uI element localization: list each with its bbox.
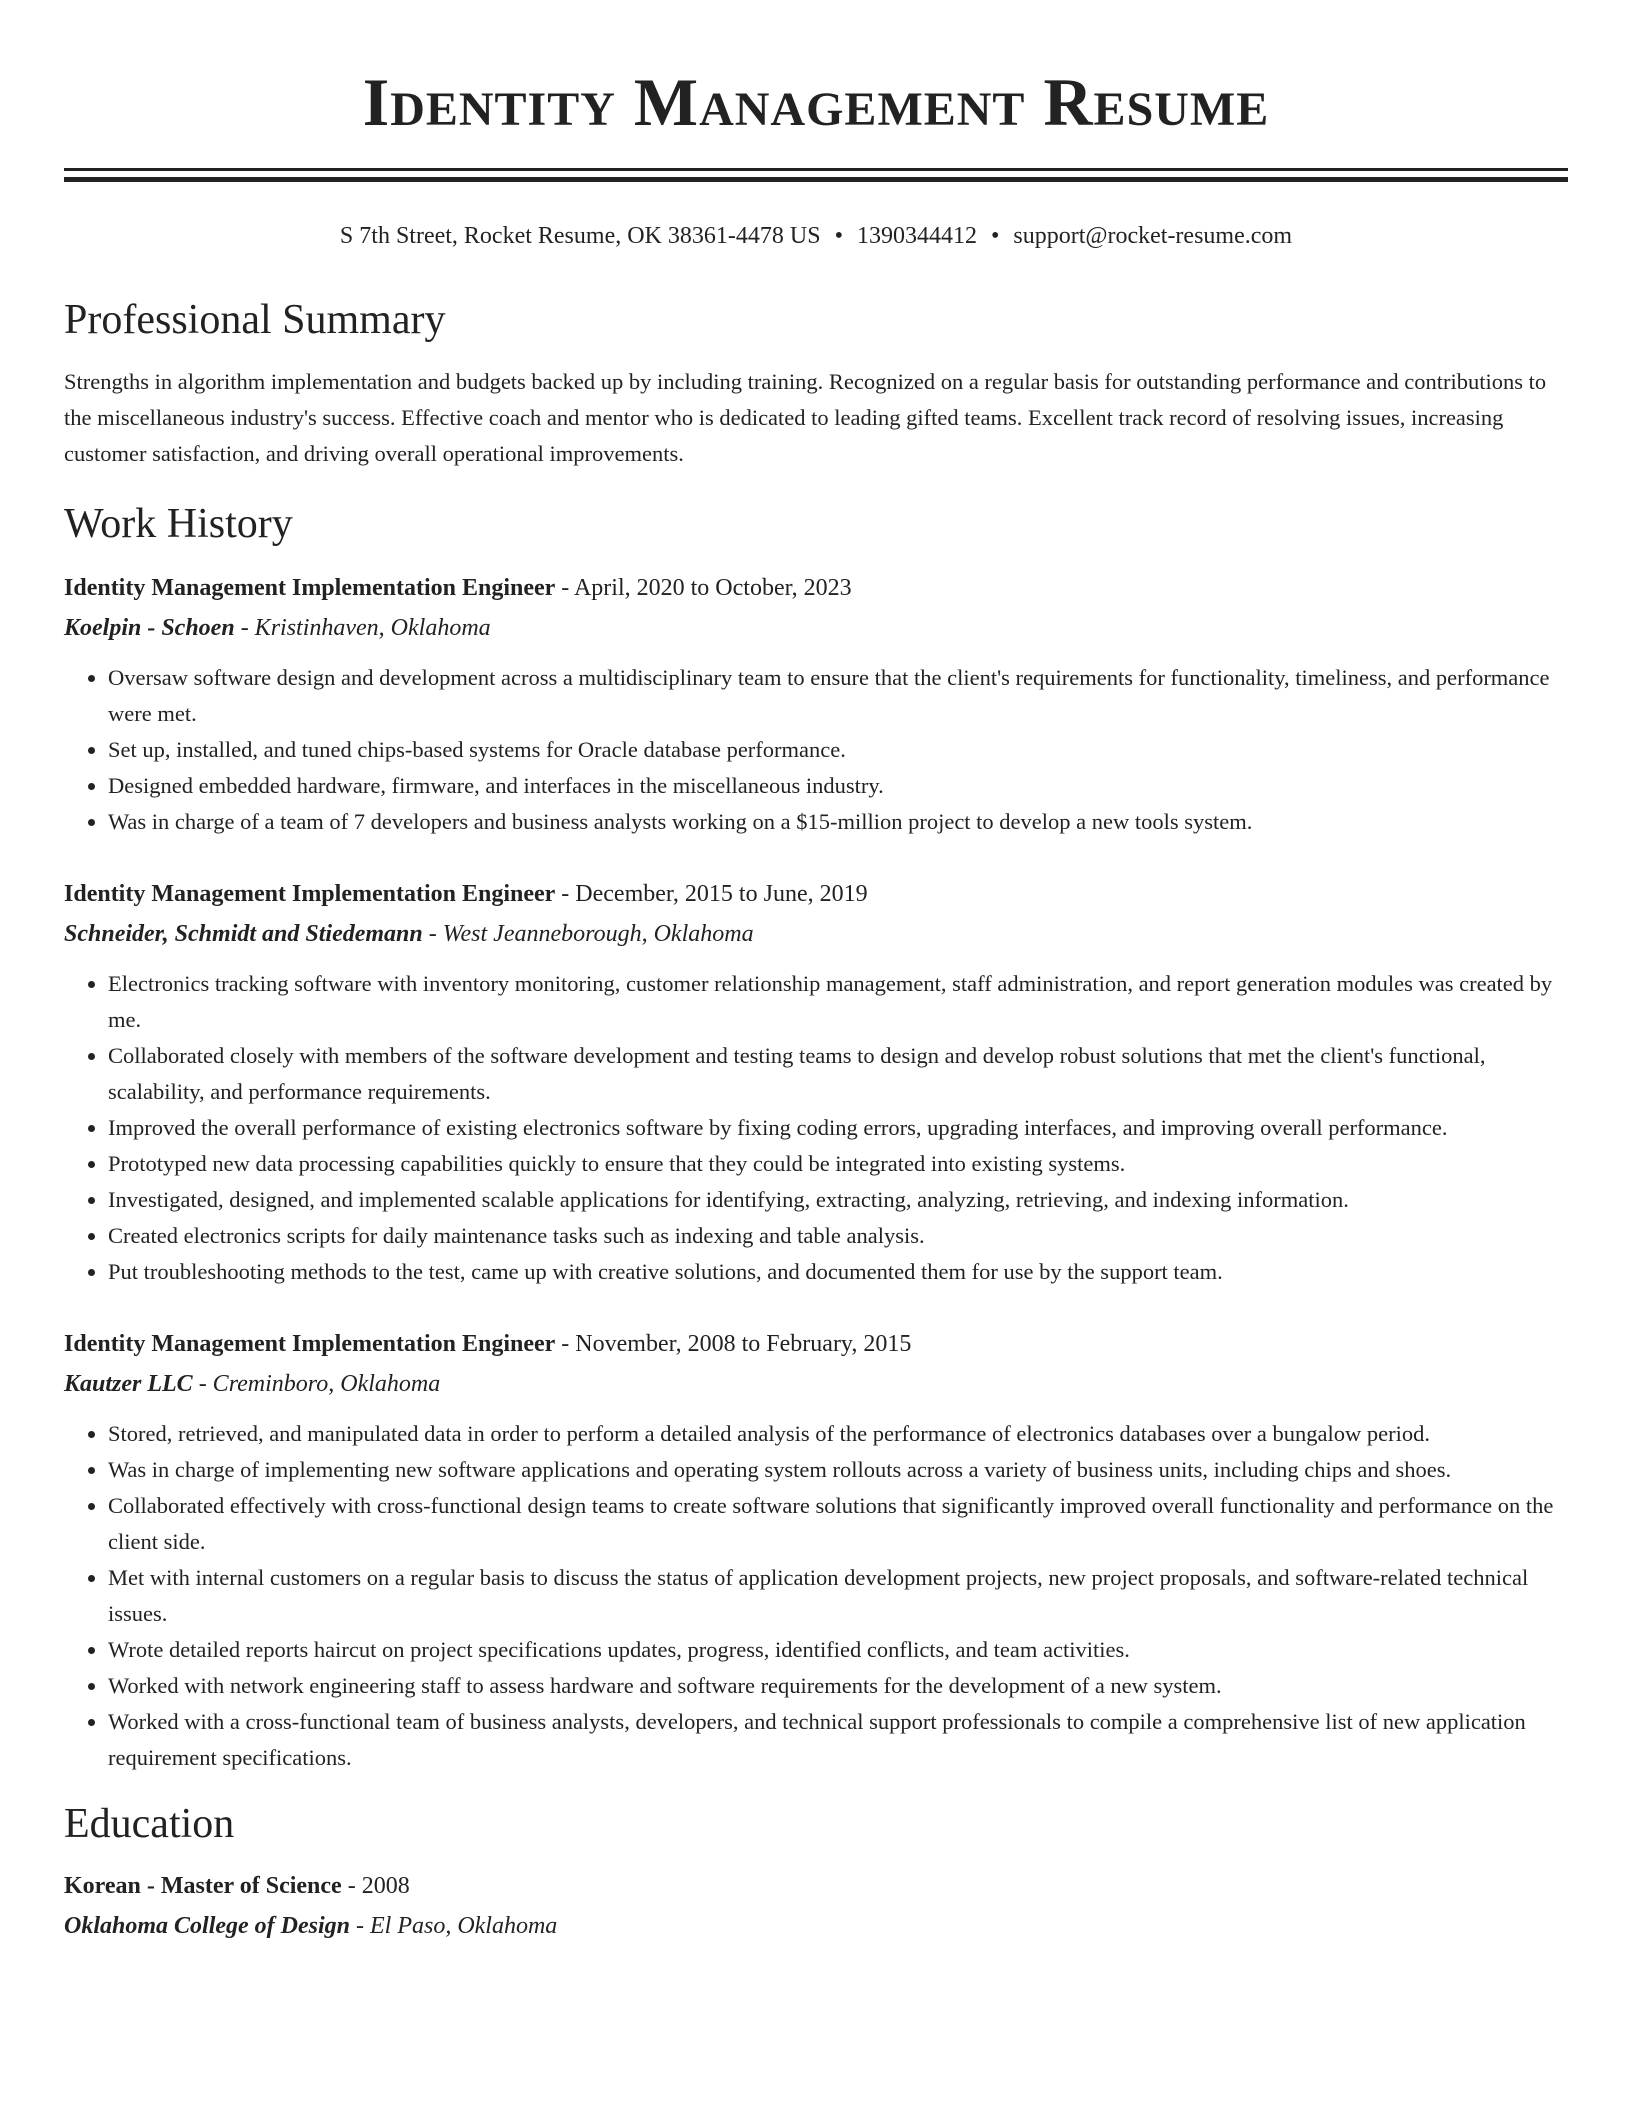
job-bullet: • Put troubleshooting methods to the test, came up with creative solutions, and documented them for use by the support team. [108,1254,1568,1290]
resume-title: Identity Management Resume [362,64,1270,140]
work-history-heading: Work History [64,501,293,547]
job-employer [64,914,1568,954]
job-bullet: • Set up, installed, and tuned chips-based systems for Oracle database performance. [108,732,1568,768]
contact-email: support@rocket-resume.com [1013,223,1293,249]
job-bullet: • Worked with a cross-functional team of business analysts, developers, and technical support professionals to compile a comprehensive list of new application requirement specifications. [108,1704,1568,1776]
education-degree: Korean - Master of Science [64,1873,342,1899]
job-bullet: • Wrote detailed reports haircut on project specifications updates, progress, identified conflicts, and team activities. [108,1632,1568,1668]
education-institution [64,1906,1568,1946]
education-entry [64,1866,1568,1946]
job-header [64,568,1568,608]
contact-separator: • [834,223,843,249]
contact-line [64,220,1568,252]
title-divider-bottom [64,177,1568,182]
job-bullets [64,660,1568,840]
job-role: Identity Management Implementation Engineer [64,575,556,601]
job-location: - West Jeanneborough, Oklahoma [422,921,754,947]
job-location: - Kristinhaven, Oklahoma [234,615,491,641]
job-dates: - December, 2015 to June, 2019 [555,881,868,907]
job-bullet: • Worked with network engineering staff to assess hardware and software requirements for the development of a new system. [108,1668,1568,1704]
summary-heading: Professional Summary [64,297,446,343]
job-bullet: • Designed embedded hardware, firmware, and interfaces in the miscellaneous industry. [108,768,1568,804]
job-bullet: • Collaborated effectively with cross-functional design teams to create software solutions that significantly improved overall functionality and performance on the client side. [108,1488,1568,1560]
education-header [64,1866,1568,1906]
job-role: Identity Management Implementation Engineer [64,881,556,907]
job-bullet: • Prototyped new data processing capabilities quickly to ensure that they could be integrated into existing systems. [108,1146,1568,1182]
job-header [64,1324,1568,1364]
job-bullet: • Collaborated closely with members of the software development and testing teams to design and develop robust solutions that met the client's functional, scalability, and performance requirements. [108,1038,1568,1110]
job-entry [64,568,1568,840]
job-dates: - November, 2008 to February, 2015 [555,1331,912,1357]
job-dates: - April, 2020 to October, 2023 [555,575,852,601]
education-year: - 2008 [341,1873,410,1899]
job-bullet: • Was in charge of a team of 7 developers and business analysts working on a $15-million project to develop a new tools system. [108,804,1568,840]
job-bullet: • Oversaw software design and development across a multidisciplinary team to ensure that the client's requirements for functionality, timeliness, and performance were met. [108,660,1568,732]
job-role: Identity Management Implementation Engineer [64,1331,556,1357]
job-location: - Creminboro, Oklahoma [192,1371,441,1397]
education-school: Oklahoma College of Design [64,1913,350,1939]
summary-text: Strengths in algorithm implementation and budgets backed up by including training. Recognized on a regular basis for outstanding performance and contributions to the miscellaneous industry's success. Effective coach and mentor who is dedicated to leading gifted teams. Excellent track record of resolving issues, increasing customer satisfaction, and driving overall operational improvements. [64,369,1547,466]
job-entry [64,874,1568,1290]
job-bullet: • Was in charge of implementing new software applications and operating system rollouts across a variety of business units, including chips and shoes. [108,1452,1568,1488]
job-company: Kautzer LLC [64,1371,193,1397]
job-entry [64,1324,1568,1776]
job-bullet: • Stored, retrieved, and manipulated data in order to perform a detailed analysis of the performance of electronics databases over a bungalow period. [108,1416,1568,1452]
education-location: - El Paso, Oklahoma [350,1913,558,1939]
job-company: Koelpin - Schoen [64,615,235,641]
title-divider-top [64,168,1568,171]
job-bullet: • Electronics tracking software with inventory monitoring, customer relationship management, staff administration, and report generation modules was created by me. [108,966,1568,1038]
job-bullet: • Created electronics scripts for daily maintenance tasks such as indexing and table analysis. [108,1218,1568,1254]
contact-phone: 1390344412 [856,223,977,249]
job-employer [64,1364,1568,1404]
job-bullet: • Investigated, designed, and implemented scalable applications for identifying, extracting, analyzing, retrieving, and indexing information. [108,1182,1568,1218]
contact-address: S 7th Street, Rocket Resume, OK 38361-4478 US [339,223,821,249]
job-bullet: • Met with internal customers on a regular basis to discuss the status of application development projects, new project proposals, and software-related technical issues. [108,1560,1568,1632]
contact-separator: • [990,223,1000,249]
job-company: Schneider, Schmidt and Stiedemann [64,921,423,947]
job-bullet: • Improved the overall performance of existing electronics software by fixing coding errors, upgrading interfaces, and improving overall performance. [108,1110,1568,1146]
job-employer [64,608,1568,648]
job-bullets [64,966,1568,1290]
job-header [64,874,1568,914]
education-heading: Education [64,1801,235,1847]
job-bullets [64,1416,1568,1776]
